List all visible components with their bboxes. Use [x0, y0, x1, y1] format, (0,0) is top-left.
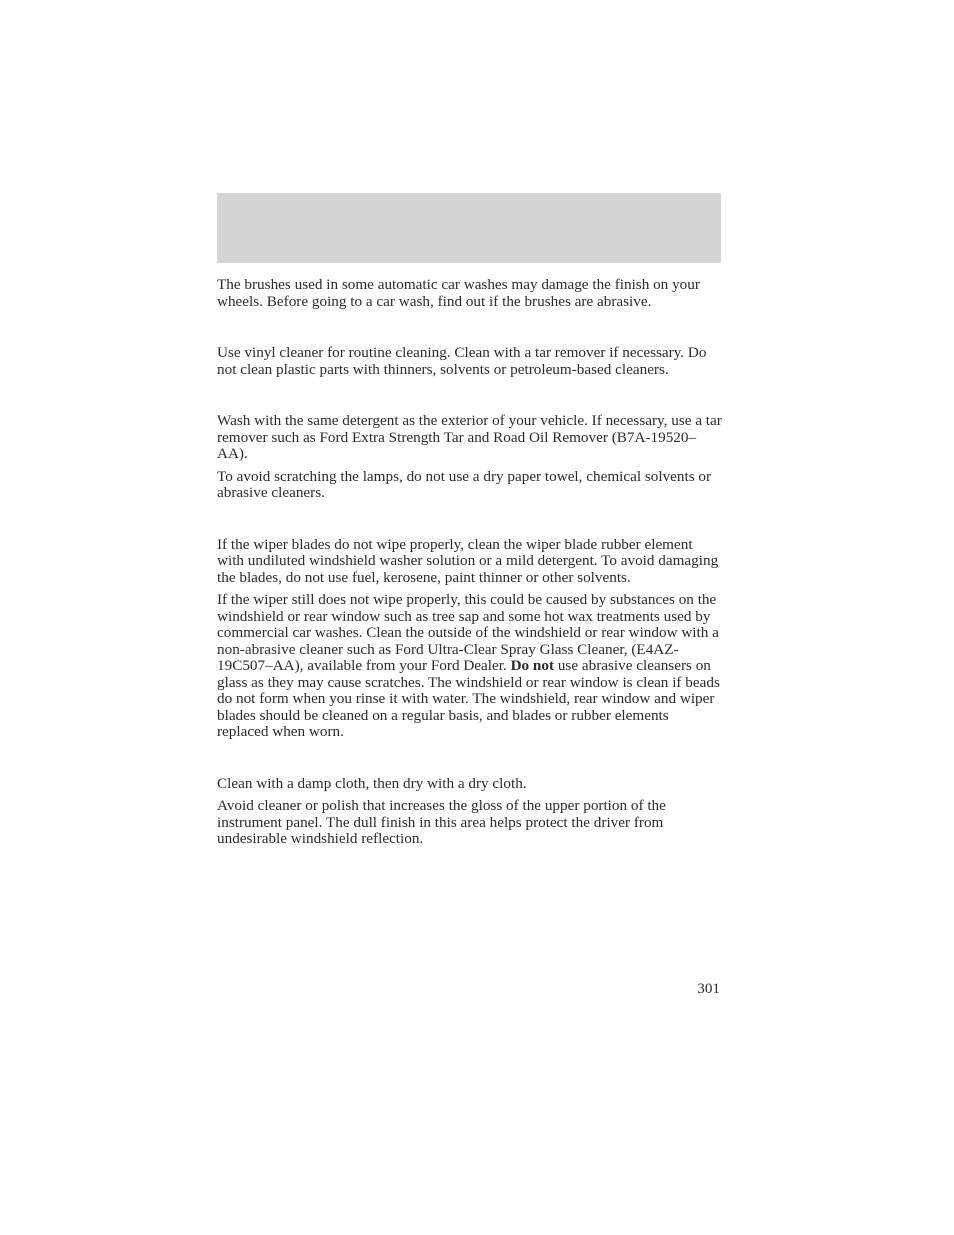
text-span: If the wiper still does not wipe properly, this could be caused by substances on the windshield or rear window such as tree sap and some hot wax treatments used by commercial car washes. Clean the outside of the windshield or rear window with a non-abrasive cleaner such as Ford Ultra-Clear Spray Glass Cleaner, (E4AZ-19C507–AA), available from your Ford Dealer.	[217, 591, 719, 674]
paragraph: If the wiper blades do not wipe properly, clean the wiper blade rubber element with undiluted windshield washer solution or a mild detergent. To avoid damaging the blades, do not use fuel, kerosene, paint thinner or other solvents.	[217, 535, 719, 586]
section-header-bar	[217, 193, 721, 263]
paragraph: Avoid cleaner or polish that increases the gloss of the upper portion of the instrument panel. The dull finish in this area helps protect the driver from undesirable windshield reflection.	[217, 797, 666, 847]
section-vinyl-cleaning	[217, 345, 723, 378]
paragraph: Clean with a damp cloth, then dry with a dry cloth.	[217, 774, 527, 792]
text-span: use abrasive cleansers on glass as they may cause scratches. The windshield or rear window is clean if beads do not form when you rinse it with water. The windshield, rear window and wiper blades should be cleaned on a regular basis, and blades or rubber elements replaced when worn.	[217, 657, 720, 740]
emphasis-text: Do not	[510, 657, 555, 674]
paragraph: Wash with the same detergent as the exterior of your vehicle. If necessary, use a tar remover such as Ford Extra Strength Tar and Road Oil Remover (B7A-19520–AA).	[217, 412, 722, 462]
page-content	[217, 277, 723, 848]
paragraph: Use vinyl cleaner for routine cleaning. Clean with a tar remover if necessary. Do not clean plastic parts with thinners, solvents or petroleum-based cleaners.	[217, 344, 707, 378]
section-wheels	[217, 277, 723, 310]
section-lamps	[217, 413, 723, 502]
page-number: 301	[697, 980, 720, 997]
paragraph	[217, 592, 723, 741]
paragraph: The brushes used in some automatic car washes may damage the finish on your wheels. Before going to a car wash, find out if the brushes are abrasive.	[217, 276, 700, 310]
section-instrument-panel	[217, 776, 723, 848]
section-wipers	[217, 537, 723, 741]
paragraph: To avoid scratching the lamps, do not use a dry paper towel, chemical solvents or abrasive cleaners.	[217, 467, 712, 501]
